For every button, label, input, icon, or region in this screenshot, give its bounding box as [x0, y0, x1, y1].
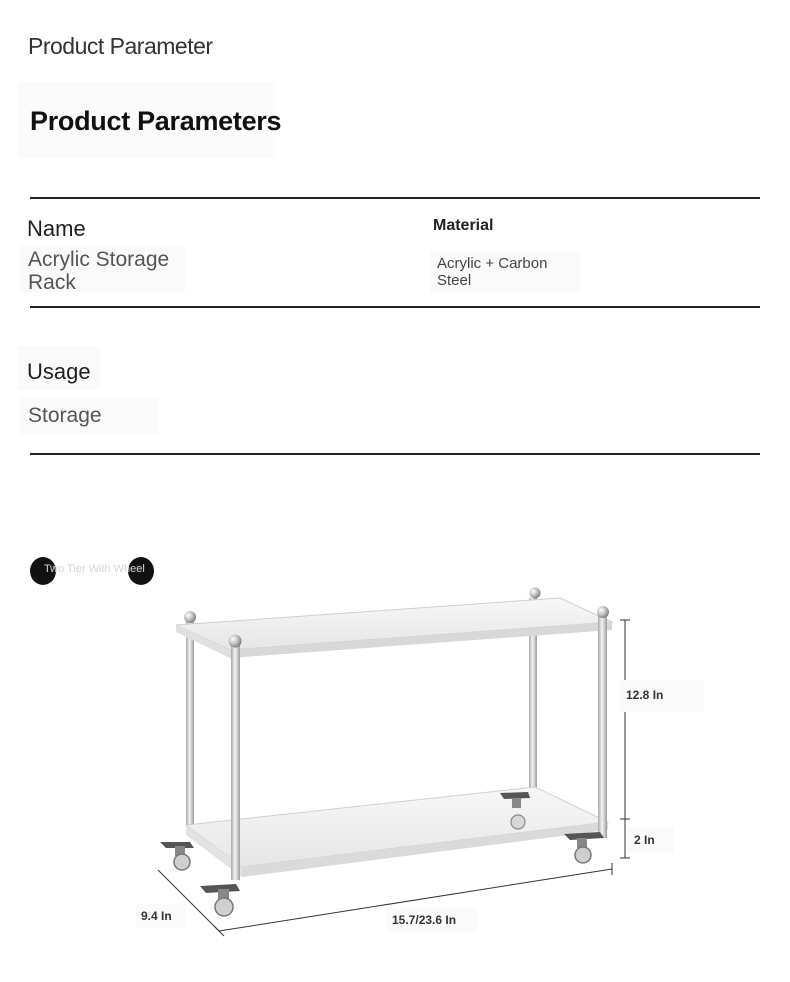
two-tier-acrylic-cart-icon	[0, 470, 790, 982]
badge-text: Two Tier With Wheel	[44, 563, 145, 575]
divider-middle	[30, 306, 760, 308]
caster-front-left	[200, 884, 240, 916]
name-label: Name	[27, 216, 86, 241]
usage-label: Usage	[27, 359, 91, 384]
depth-dimension-label: 9.4 In	[141, 909, 172, 923]
page-heading: Product Parameter	[28, 33, 213, 59]
name-value-line1: Acrylic Storage	[28, 248, 170, 271]
usage-value: Storage	[28, 404, 102, 427]
divider-bottom	[30, 453, 760, 455]
divider-top	[30, 197, 760, 199]
name-value-line2: Rack	[28, 271, 76, 294]
back-left-post	[186, 622, 194, 832]
material-label: Material	[433, 217, 494, 234]
front-right-post	[598, 614, 607, 838]
wheel-height-dimension-label: 2 In	[634, 833, 655, 847]
height-dimension-label: 12.8 In	[626, 688, 664, 702]
material-value	[437, 255, 547, 289]
name-value	[28, 248, 169, 294]
length-dimension-label: 15.7/23.6 In	[392, 913, 457, 927]
caster-front-right	[564, 832, 604, 863]
front-left-post	[231, 642, 240, 880]
section-title: Product Parameters	[30, 106, 282, 136]
caster-back-left	[160, 842, 194, 870]
material-value-line2: Steel	[437, 272, 472, 289]
material-value-line1: Acrylic + Carbon	[437, 255, 548, 272]
